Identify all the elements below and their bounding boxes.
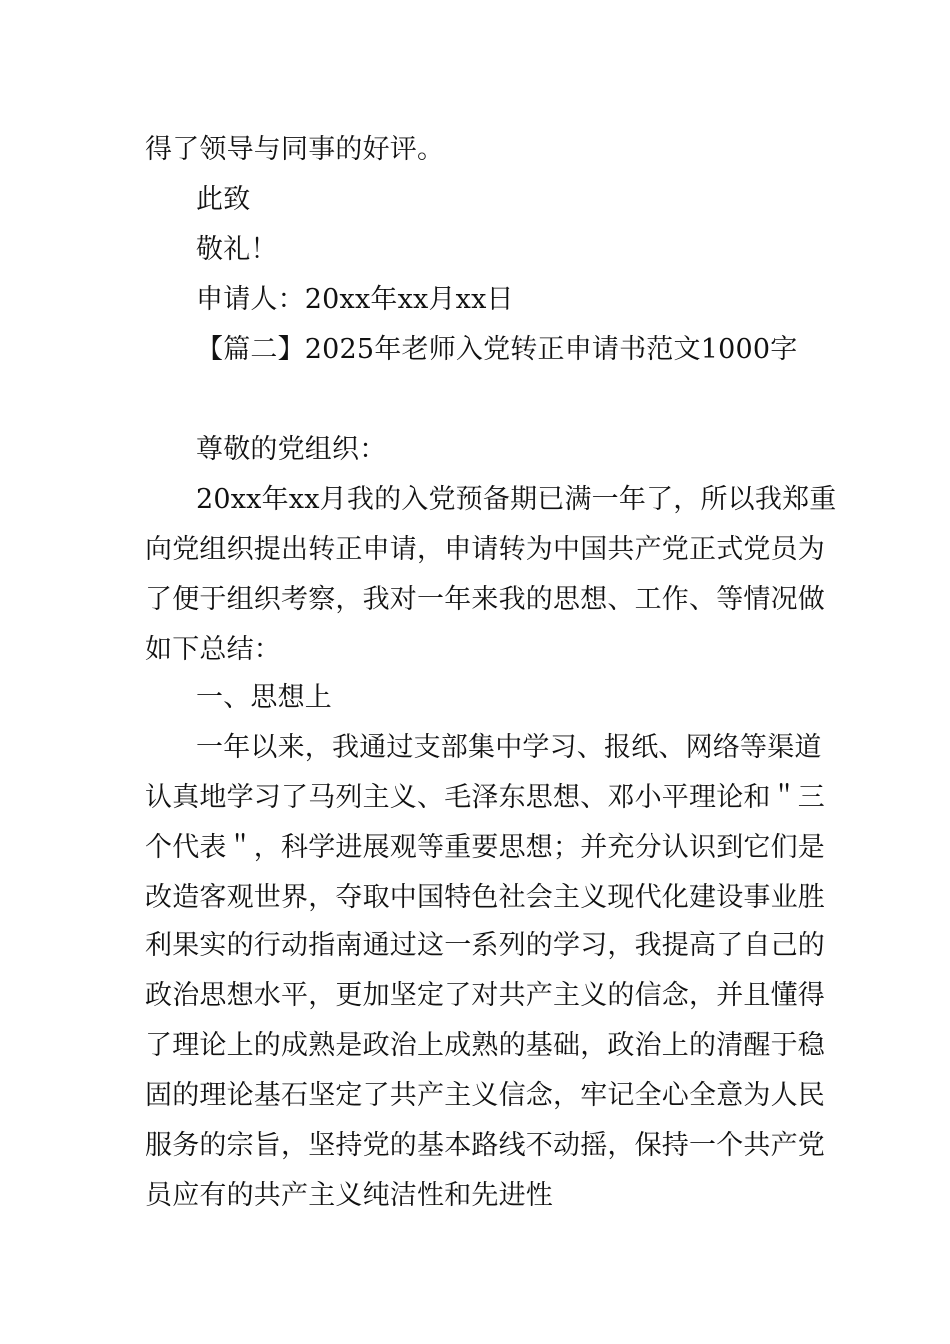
body-line: 了理论上的成熟是政治上成熟的基础，政治上的清醒于稳: [145, 1030, 825, 1061]
closing-regards-1: 此致: [196, 184, 251, 215]
intro-line: 向党组织提出转正申请，申请转为中国共产党正式党员为: [145, 534, 825, 565]
intro-line: 20xx年xx月我的入党预备期已满一年了，所以我郑重: [196, 484, 837, 515]
intro-line: 如下总结：: [145, 634, 281, 665]
subheading: 一、思想上: [196, 682, 332, 713]
intro-line: 了便于组织考察，我对一年来我的思想、工作、等情况做: [145, 584, 825, 615]
body-line: 政治思想水平，更加坚定了对共产主义的信念，并且懂得: [145, 980, 825, 1011]
body-line: 一年以来，我通过支部集中学习、报纸、网络等渠道: [196, 732, 822, 763]
body-line: 改造客观世界，夺取中国特色社会主义现代化建设事业胜: [145, 882, 825, 913]
paragraph-tail-line: 得了领导与同事的好评。: [145, 134, 445, 165]
section-heading: 【篇二】2025年老师入党转正申请书范文1000字: [196, 334, 798, 365]
body-line: 固的理论基石坚定了共产主义信念，牢记全心全意为人民: [145, 1080, 825, 1111]
body-line: 个代表＂，科学进展观等重要思想；并充分认识到它们是: [145, 832, 825, 863]
body-line: 认真地学习了马列主义、毛泽东思想、邓小平理论和＂三: [145, 782, 825, 813]
body-line: 员应有的共产主义纯洁性和先进性: [145, 1180, 553, 1211]
body-line: 利果实的行动指南通过这一系列的学习，我提高了自己的: [145, 930, 825, 961]
salutation: 尊敬的党组织：: [196, 434, 387, 465]
applicant-date-line: 申请人：20xx年xx月xx日: [196, 284, 514, 315]
closing-regards-2: 敬礼！: [196, 234, 278, 265]
body-line: 服务的宗旨，坚持党的基本路线不动摇，保持一个共产党: [145, 1130, 825, 1161]
